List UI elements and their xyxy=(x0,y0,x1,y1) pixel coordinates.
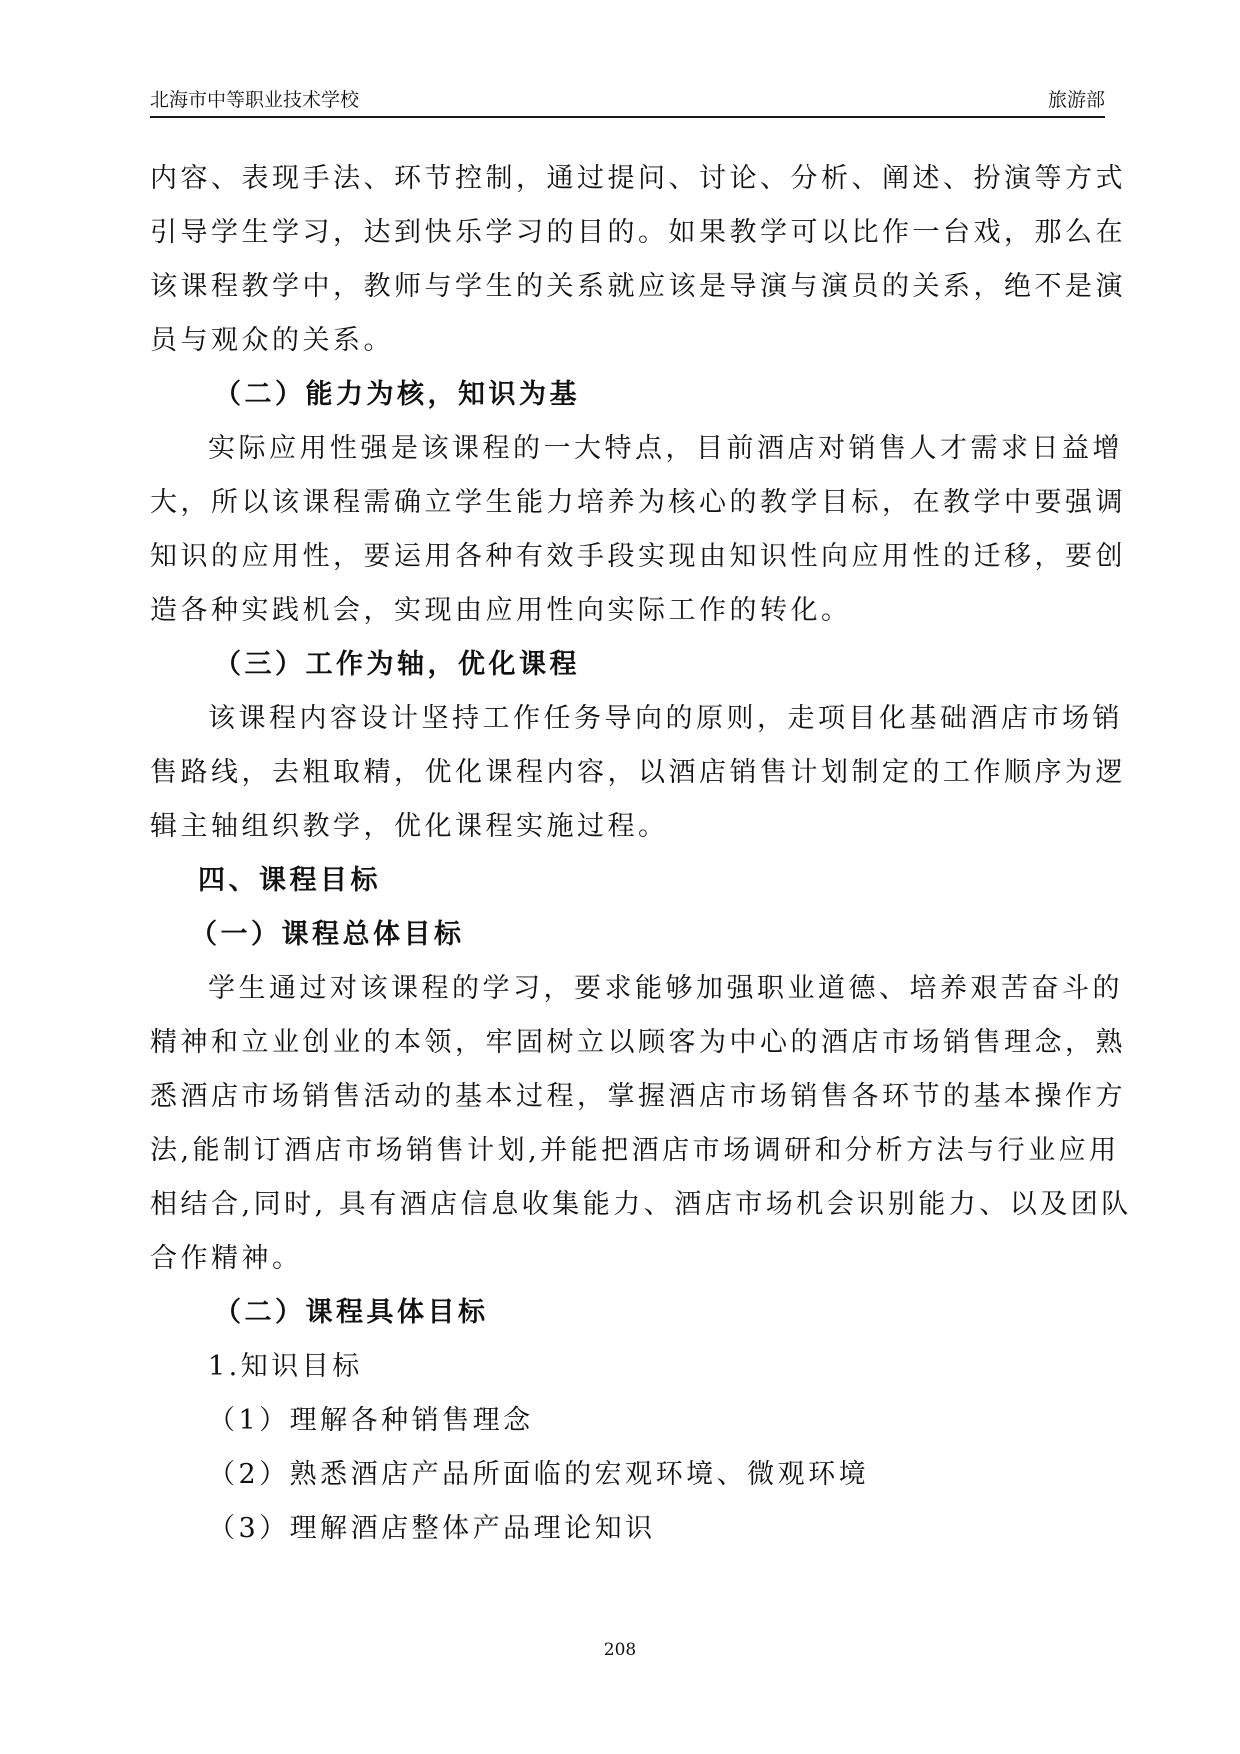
document-body xyxy=(150,152,1132,1556)
paragraph-line: 实际应用性强是该课程的一大特点，目前酒店对销售人才需求日益增 xyxy=(208,433,1123,464)
header-school-name: 北海市中等职业技术学校 xyxy=(150,89,360,111)
paragraph-line: 精神和立业创业的本领，牢固树立以顾客为中心的酒店市场销售理念，熟 xyxy=(150,1027,1126,1058)
section-heading-goals: 四、课程目标 xyxy=(198,865,381,896)
subheading-specific-goals: （二）课程具体目标 xyxy=(214,1297,489,1328)
knowledge-goals-title: 1.知识目标 xyxy=(208,1351,363,1382)
paragraph-line: 售路线，去粗取精，优化课程内容，以酒店销售计划制定的工作顺序为逻 xyxy=(150,757,1126,788)
paragraph-line: 学生通过对该课程的学习，要求能够加强职业道德、培养艰苦奋斗的 xyxy=(208,973,1123,1004)
paragraph-line: 内容、表现手法、环节控制，通过提问、讨论、分析、阐述、扮演等方式 xyxy=(150,163,1126,194)
paragraph-line: 悉酒店市场销售活动的基本过程，掌握酒店市场销售各环节的基本操作方 xyxy=(150,1081,1126,1112)
paragraph-line: 员与观众的关系。 xyxy=(150,325,394,356)
header-department: 旅游部 xyxy=(1047,89,1105,111)
paragraph-line: 大，所以该课程需确立学生能力培养为核心的教学目标，在教学中要强调 xyxy=(150,487,1126,518)
paragraph-line: 知识的应用性，要运用各种有效手段实现由知识性向应用性的迁移，要创 xyxy=(150,541,1126,572)
page-header xyxy=(150,88,1105,118)
paragraph-line: 法,能制订酒店市场销售计划,并能把酒店市场调研和分析方法与行业应用 xyxy=(150,1135,1120,1166)
paragraph-line: 该课程内容设计坚持工作任务导向的原则，走项目化基础酒店市场销 xyxy=(208,703,1123,734)
paragraph-line: 合作精神。 xyxy=(150,1243,303,1274)
page-number: 208 xyxy=(603,1640,637,1660)
paragraph-line: 相结合,同时, 具有酒店信息收集能力、酒店市场机会识别能力、以及团队 xyxy=(150,1189,1132,1220)
knowledge-item: （2）熟悉酒店产品所面临的宏观环境、微观环境 xyxy=(208,1459,870,1490)
paragraph-line: 造各种实践机会，实现由应用性向实际工作的转化。 xyxy=(150,595,852,626)
subheading-ability: （二）能力为核，知识为基 xyxy=(214,379,580,410)
paragraph-line: 辑主轴组织教学，优化课程实施过程。 xyxy=(150,811,669,842)
paragraph-line: 该课程教学中，教师与学生的关系就应该是导演与演员的关系，绝不是演 xyxy=(150,271,1126,302)
knowledge-item: （1）理解各种销售理念 xyxy=(208,1405,534,1436)
knowledge-item: （3）理解酒店整体产品理论知识 xyxy=(208,1513,656,1544)
paragraph-line: 引导学生学习，达到快乐学习的目的。如果教学可以比作一台戏，那么在 xyxy=(150,217,1126,248)
subheading-work: （三）工作为轴，优化课程 xyxy=(214,649,580,680)
subheading-overall-goals: （一）课程总体目标 xyxy=(190,919,465,950)
